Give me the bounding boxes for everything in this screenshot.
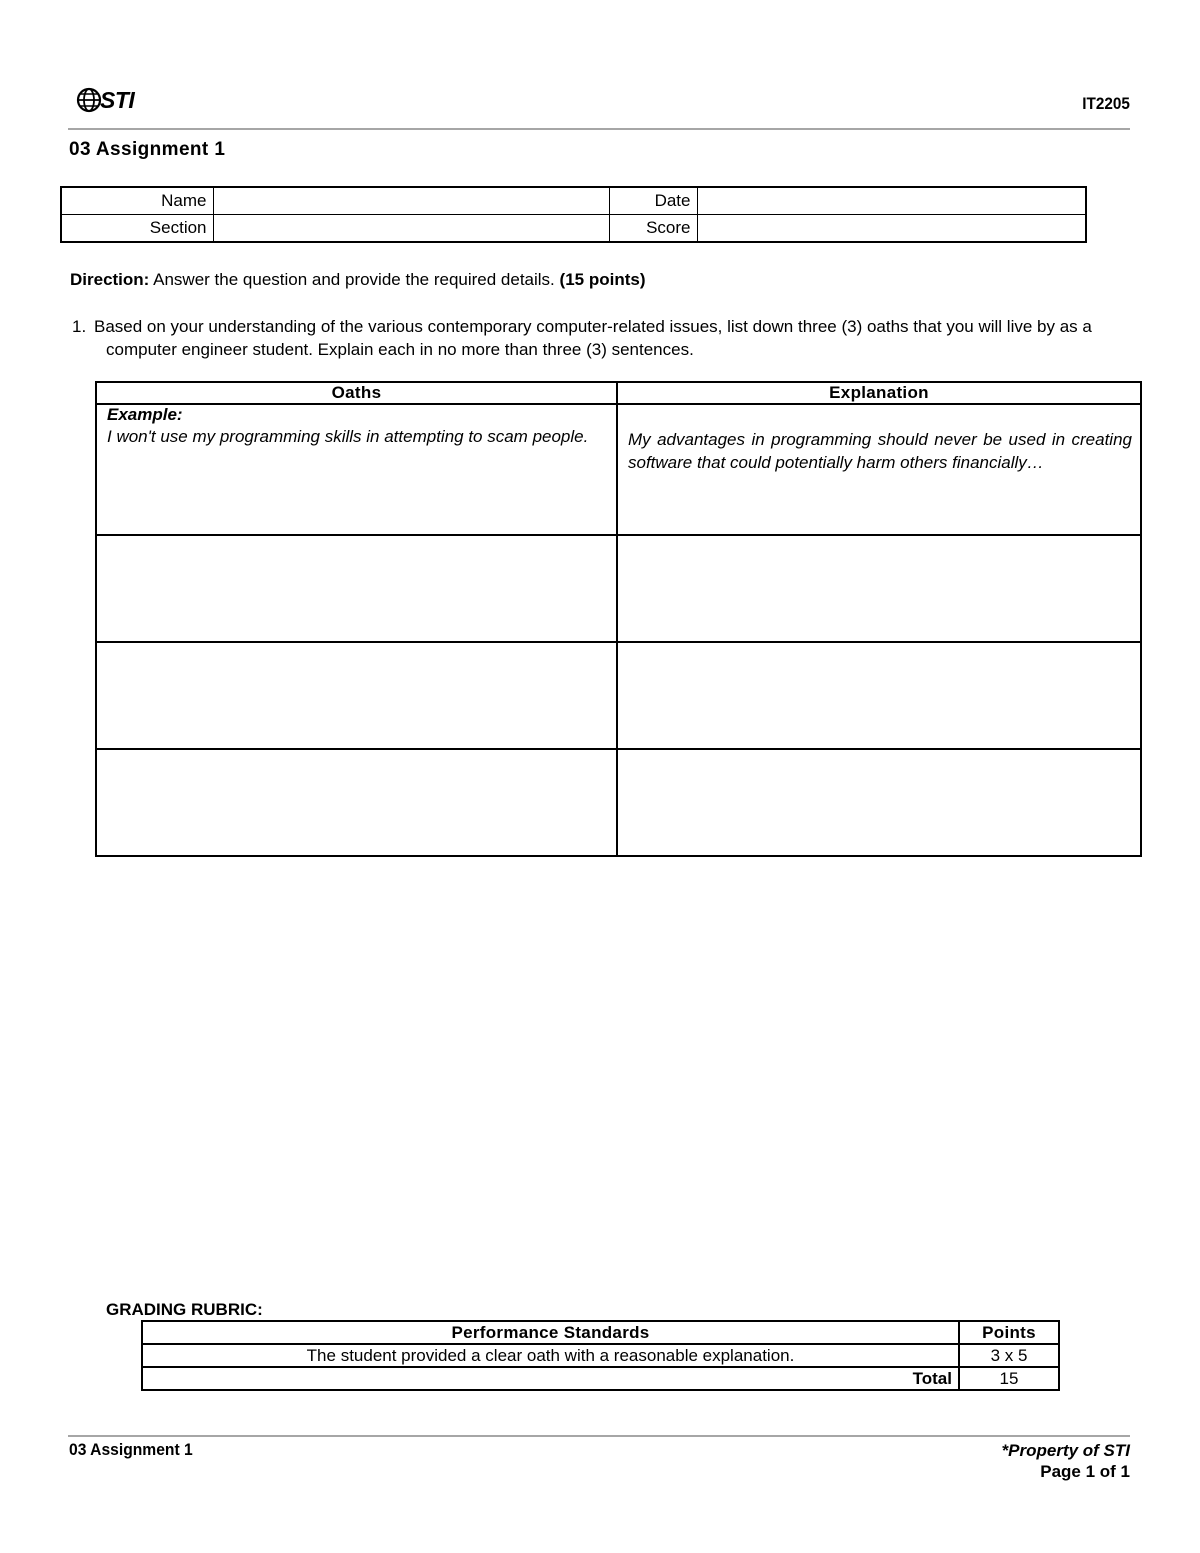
footer-title: 03 Assignment 1 [69, 1440, 193, 1459]
date-field[interactable] [697, 187, 1086, 215]
oath-row-2 [96, 642, 1141, 749]
section-field[interactable] [213, 215, 609, 243]
explanation-2-field[interactable] [617, 642, 1141, 749]
rubric-total-row [142, 1367, 1059, 1390]
page-title: 03 Assignment 1 [69, 139, 226, 160]
direction-label: Direction: [70, 270, 150, 289]
oath-2-field[interactable] [96, 642, 617, 749]
oath-row-3 [96, 749, 1141, 856]
oaths-table [95, 381, 1142, 857]
footer-divider [68, 1435, 1130, 1437]
performance-standards-header: Performance Standards [142, 1321, 959, 1344]
rubric-criterion-row [142, 1344, 1059, 1367]
name-label: Name [61, 187, 213, 215]
direction-points: (15 points) [559, 270, 646, 289]
oaths-header: Oaths [96, 382, 617, 404]
rubric-criterion: The student provided a clear oath with a reasonable explanation. [142, 1344, 959, 1367]
info-row-section [61, 215, 1086, 243]
rubric-table [141, 1320, 1060, 1391]
student-info-table [60, 186, 1087, 243]
oath-row-1 [96, 535, 1141, 642]
score-field[interactable] [697, 215, 1086, 243]
direction-text: Answer the question and provide the required details. [153, 270, 555, 289]
explanation-1-field[interactable] [617, 535, 1141, 642]
info-row-name [61, 187, 1086, 215]
date-label: Date [609, 187, 697, 215]
page-number: Page 1 of 1 [1040, 1462, 1130, 1481]
rubric-label: GRADING RUBRIC: [106, 1300, 263, 1319]
rubric-total-label: Total [142, 1367, 959, 1390]
example-oath-cell [96, 404, 617, 535]
property-notice: *Property of STI [1001, 1441, 1130, 1460]
rubric-header-row [142, 1321, 1059, 1344]
rubric-criterion-points: 3 x 5 [959, 1344, 1059, 1367]
score-label: Score [609, 215, 697, 243]
oath-1-field[interactable] [96, 535, 617, 642]
course-code: IT2205 [1082, 94, 1130, 113]
sti-logo [76, 86, 134, 114]
example-row [96, 404, 1141, 535]
globe-icon [76, 87, 102, 113]
question-text: Based on your understanding of the various contemporary computer-related issues, list down three (3) oaths that you will live by as a computer engineer student. Explain each in no more than three (3) sentences. [94, 317, 1092, 359]
logo-text: STI [100, 86, 135, 113]
oaths-header-row [96, 382, 1141, 404]
points-header: Points [959, 1321, 1059, 1344]
footer-right [1002, 1440, 1130, 1482]
explanation-3-field[interactable] [617, 749, 1141, 856]
oath-3-field[interactable] [96, 749, 617, 856]
example-label: Example: [107, 405, 183, 424]
direction [70, 270, 645, 290]
section-label: Section [61, 215, 213, 243]
question-1 [72, 315, 1132, 361]
rubric-total-points: 15 [959, 1367, 1059, 1390]
explanation-header: Explanation [617, 382, 1141, 404]
example-explanation-cell [617, 404, 1141, 535]
name-field[interactable] [213, 187, 609, 215]
example-oath: I won't use my programming skills in attempting to scam people. [107, 427, 589, 446]
header-divider [68, 128, 1130, 130]
example-explanation: My advantages in programming should never be used in creating software that could potentially harm others financially… [628, 430, 1132, 472]
question-number: 1. [72, 317, 87, 336]
